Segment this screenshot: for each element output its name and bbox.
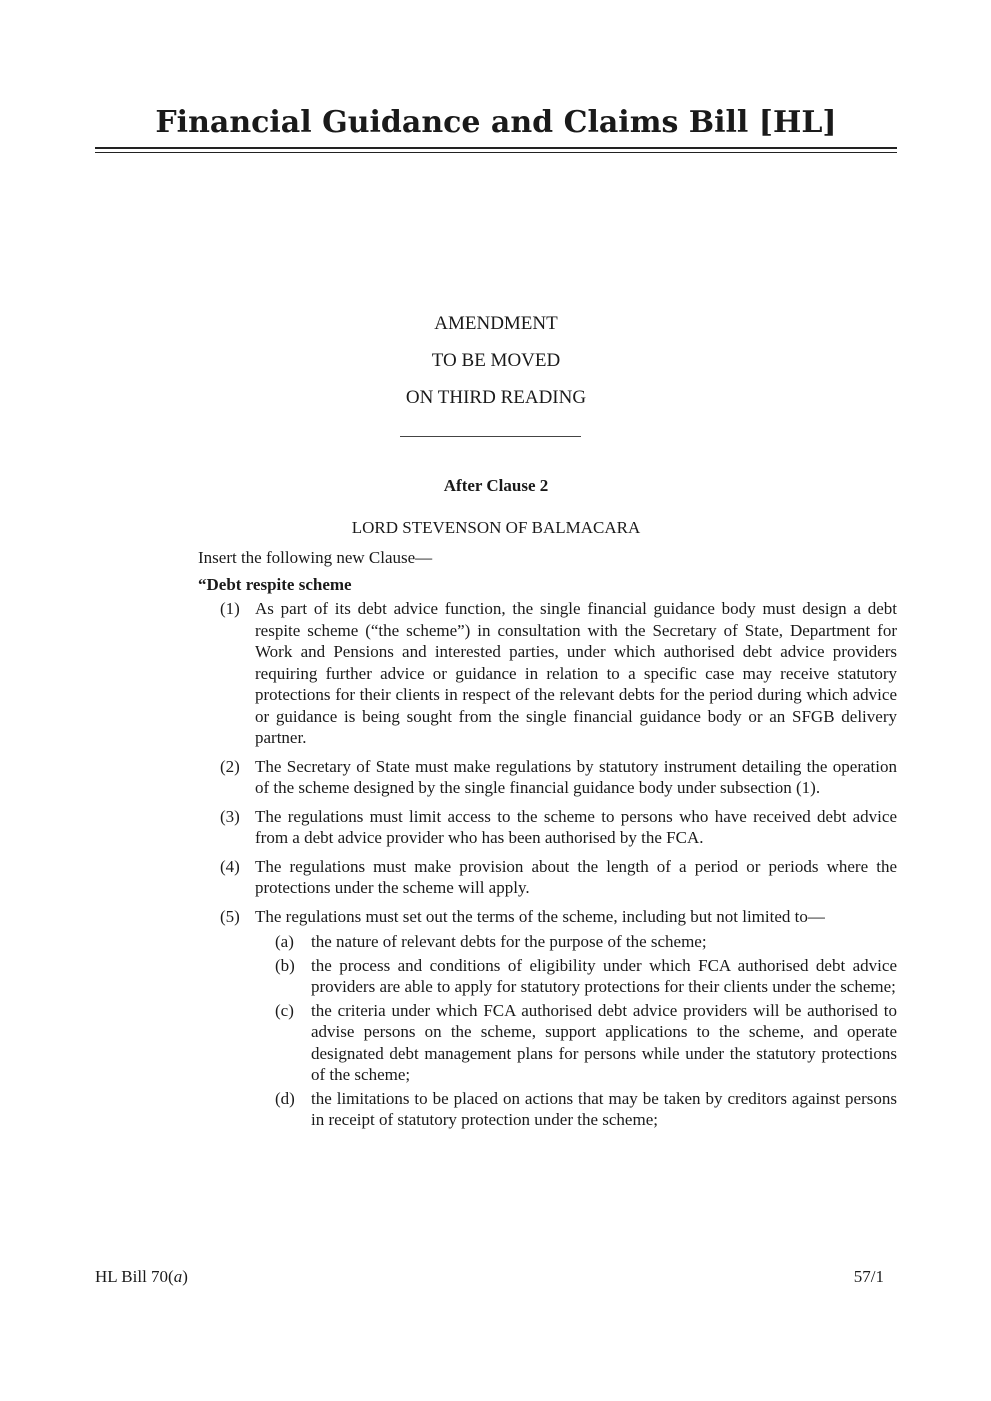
subsection-text: The regulations must make provision about the length of a period or periods where the protections under the scheme will apply. [255,856,897,897]
bill-reference [95,1267,188,1287]
heading-line: ON THIRD READING [405,387,587,408]
document-title: Financial Guidance and Claims Bill [HL] [155,105,837,140]
subsection-text: The regulations must set out the terms of the scheme, including but not limited to— [255,906,825,926]
after-clause-heading: After Clause 2 [443,476,549,495]
subsection-number: (2) [220,756,240,776]
paragraph [198,931,897,953]
subsection [198,856,897,899]
heading-line: AMENDMENT [434,313,558,334]
paragraph-text: the nature of relevant debts for the purpose of the scheme; [311,932,707,951]
bill-ref-prefix: HL Bill 70( [95,1267,174,1286]
subsection-text: The Secretary of State must make regulations by statutory instrument detailing the operation of the scheme designed by the single financial guidance body under subsection (1). [255,756,897,797]
paragraph-text: the process and conditions of eligibility under which FCA authorised debt advice providers are able to apply for statutory protections for their clients under the scheme; [311,955,897,996]
subsection-number: (5) [220,906,240,926]
subsection [198,906,897,928]
paragraph-letter: (b) [275,955,295,975]
subsection [198,756,897,799]
subsection-number: (1) [220,599,240,618]
amendment-heading [95,305,897,416]
mover-name: LORD STEVENSON OF BALMACARA [351,518,641,537]
page-reference: 57/1 [853,1267,884,1286]
section-divider [400,436,581,437]
paragraph-letter: (a) [275,932,294,951]
paragraph [198,955,897,998]
title-rule-thin [95,152,897,153]
instruction-text: Insert the following new Clause— [198,548,433,567]
heading-line: TO BE MOVED [431,350,561,371]
subsection-text: The regulations must limit access to the scheme to persons who have received debt advice from a debt advice provider who has been authorised by the FCA. [255,806,897,847]
bill-ref-suffix: ) [182,1267,188,1286]
paragraph [198,1088,897,1131]
amendment-body [198,547,897,1133]
subsection [198,598,897,749]
clause-title: “Debt respite scheme [198,574,352,594]
subsection-number: (3) [220,806,240,826]
paragraph-letter: (c) [275,1000,294,1020]
subsection-text: As part of its debt advice function, the single financial guidance body must design a debt respite scheme (“the scheme”) in consultation with the Secretary of State, Department for Work and Pensions and interested parties, under which authorised debt advice providers requiring further advice or guidance in relation to a specific case may receive statutory protections for their clients in respect of the relevant debts for the period during which advice or guidance is being sought from the single financial guidance body or an SFGB delivery partner. [255,599,897,747]
paragraph [198,1000,897,1086]
paragraph-text: the criteria under which FCA authorised debt advice providers will be authorised to advise persons on the scheme, support applications to the scheme, and operate designated debt management plans for persons while under the statutory protections of the scheme; [311,1000,897,1084]
bill-ref-italic: a [173,1267,183,1286]
paragraph-letter: (d) [275,1088,295,1108]
subsection [198,806,897,849]
subsection-number: (4) [220,856,240,876]
title-rule-thick [95,147,897,149]
paragraph-text: the limitations to be placed on actions that may be taken by creditors against persons in receipt of statutory protection under the scheme; [311,1088,897,1129]
